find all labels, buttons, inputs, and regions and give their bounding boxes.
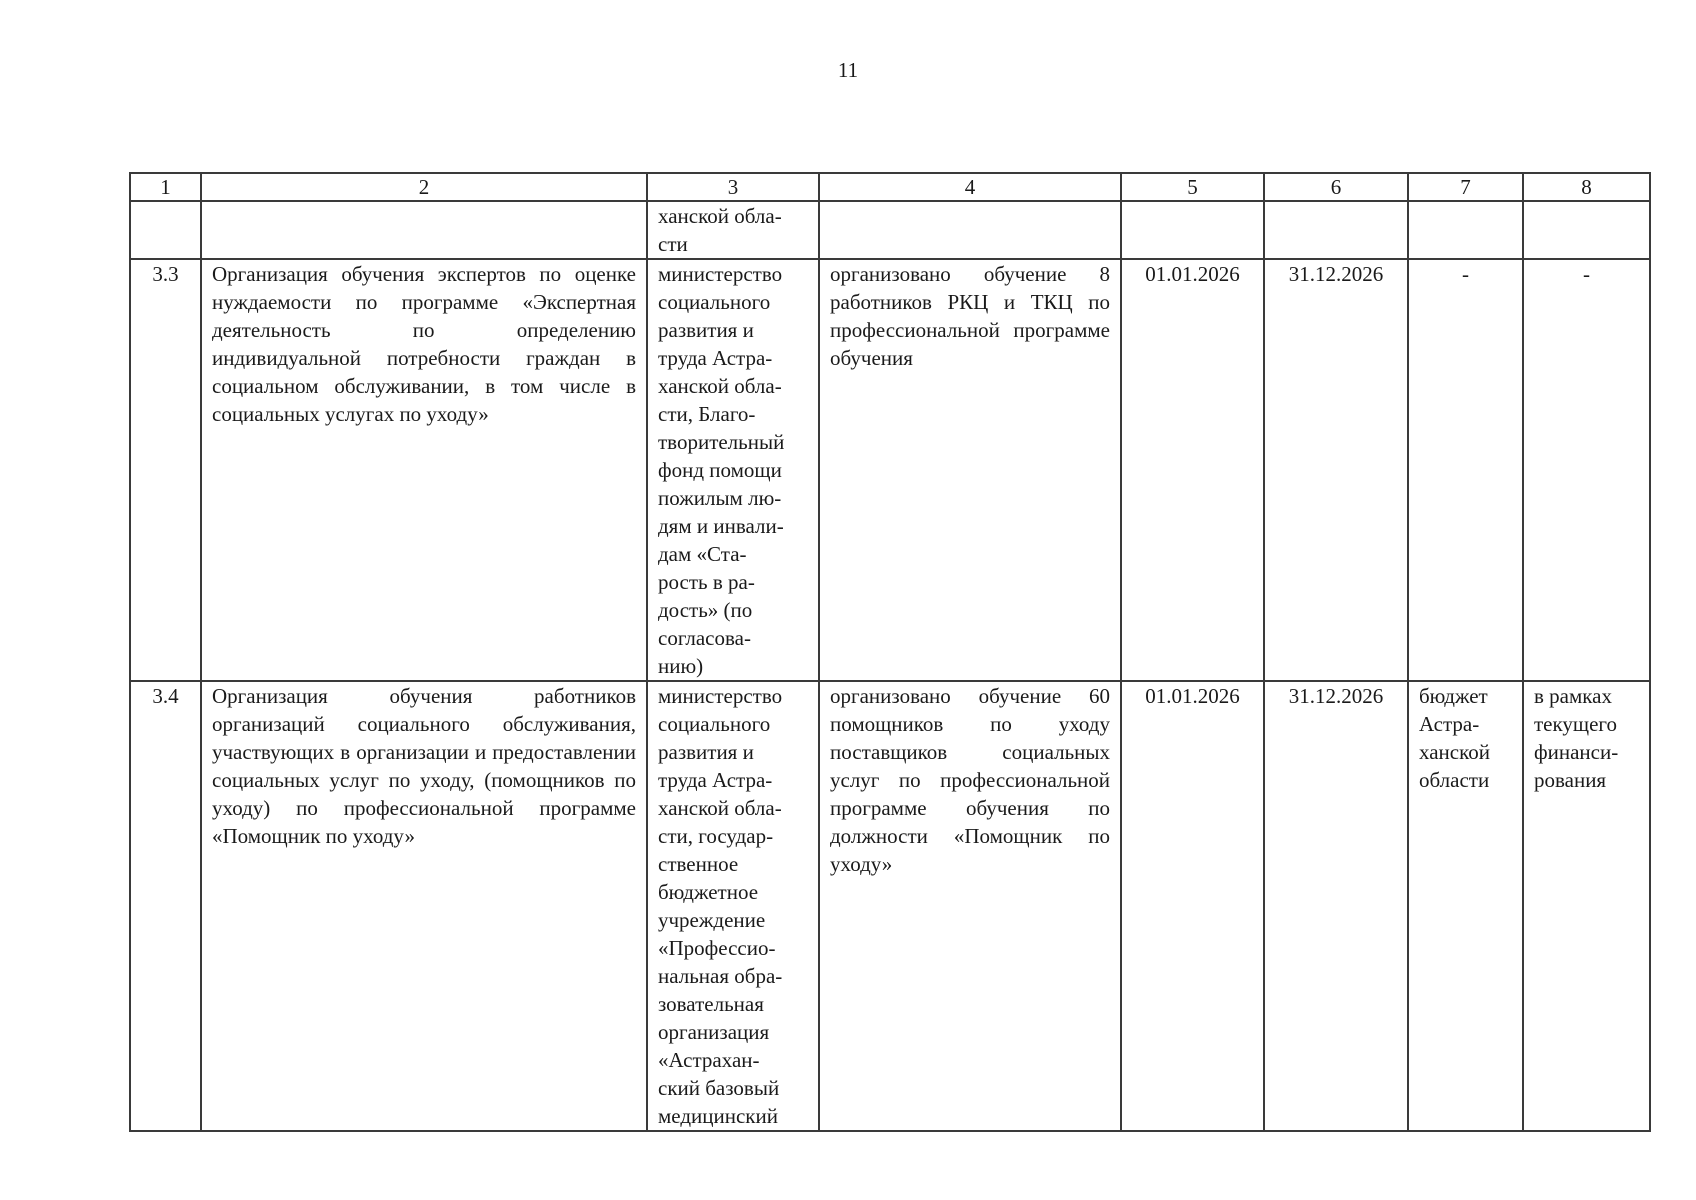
column-number: 1 — [130, 173, 201, 201]
table-cell — [1523, 201, 1650, 259]
column-number: 3 — [647, 173, 819, 201]
executor-cell: министерство социального развития и труда Астра- ханской обла- сти, государ- ственное бюджетное учреждение «Профессио- нальная обра- зовательная организация «Астрахан- ский базовый медицинский — [647, 681, 819, 1131]
table-row-continuation — [130, 201, 1650, 259]
result-cell: организовано обучение 8 работников РКЦ и ТКЦ по профессиональной программе обучения — [819, 259, 1121, 681]
column-number: 2 — [201, 173, 647, 201]
table-row — [130, 681, 1650, 1131]
funding-volume-cell: - — [1523, 259, 1650, 681]
table-cell — [1408, 201, 1523, 259]
item-number-cell: 3.3 — [130, 259, 201, 681]
column-number: 6 — [1264, 173, 1408, 201]
activity-name-cell: Организация обучения работников организаций социального обслуживания, участвующих в организации и предоставлении социальных услуг по уходу, (помощников по уходу) по профессиональной программе «Помощник по уходу» — [201, 681, 647, 1131]
table-cell — [201, 201, 647, 259]
table-cell — [1121, 201, 1264, 259]
executor-cell: ханской обла- сти — [647, 201, 819, 259]
executor-cell: министерство социального развития и труда Астра- ханской обла- сти, Благо- творительный фонд помощи пожилым лю- дям и инвали- дам «Ста- рость в ра- дость» (по согласова- нию) — [647, 259, 819, 681]
activity-name-cell: Организация обучения экспертов по оценке нуждаемости по программе «Экспертная деятельность по определению индивидуальной потребности граждан в социальном обслуживании, в том числе в социальных услугах по уходу» — [201, 259, 647, 681]
funding-source-cell: - — [1408, 259, 1523, 681]
column-number: 7 — [1408, 173, 1523, 201]
funding-source-cell: бюджет Астра- ханской области — [1408, 681, 1523, 1131]
column-number-row — [130, 173, 1650, 201]
start-date-cell: 01.01.2026 — [1121, 681, 1264, 1131]
page-number: 11 — [837, 58, 859, 82]
column-number: 8 — [1523, 173, 1650, 201]
end-date-cell: 31.12.2026 — [1264, 681, 1408, 1131]
table-cell — [1264, 201, 1408, 259]
table-cell — [819, 201, 1121, 259]
table-cell — [130, 201, 201, 259]
start-date-cell: 01.01.2026 — [1121, 259, 1264, 681]
column-number: 5 — [1121, 173, 1264, 201]
item-number-cell: 3.4 — [130, 681, 201, 1131]
table-row — [130, 259, 1650, 681]
funding-volume-cell: в рамках текущего финанси- рования — [1523, 681, 1650, 1131]
end-date-cell: 31.12.2026 — [1264, 259, 1408, 681]
column-number: 4 — [819, 173, 1121, 201]
result-cell: организовано обучение 60 помощников по уходу поставщиков социальных услуг по профессиональной программе обучения по должности «Помощник по уходу» — [819, 681, 1121, 1131]
plan-table — [129, 172, 1651, 1132]
